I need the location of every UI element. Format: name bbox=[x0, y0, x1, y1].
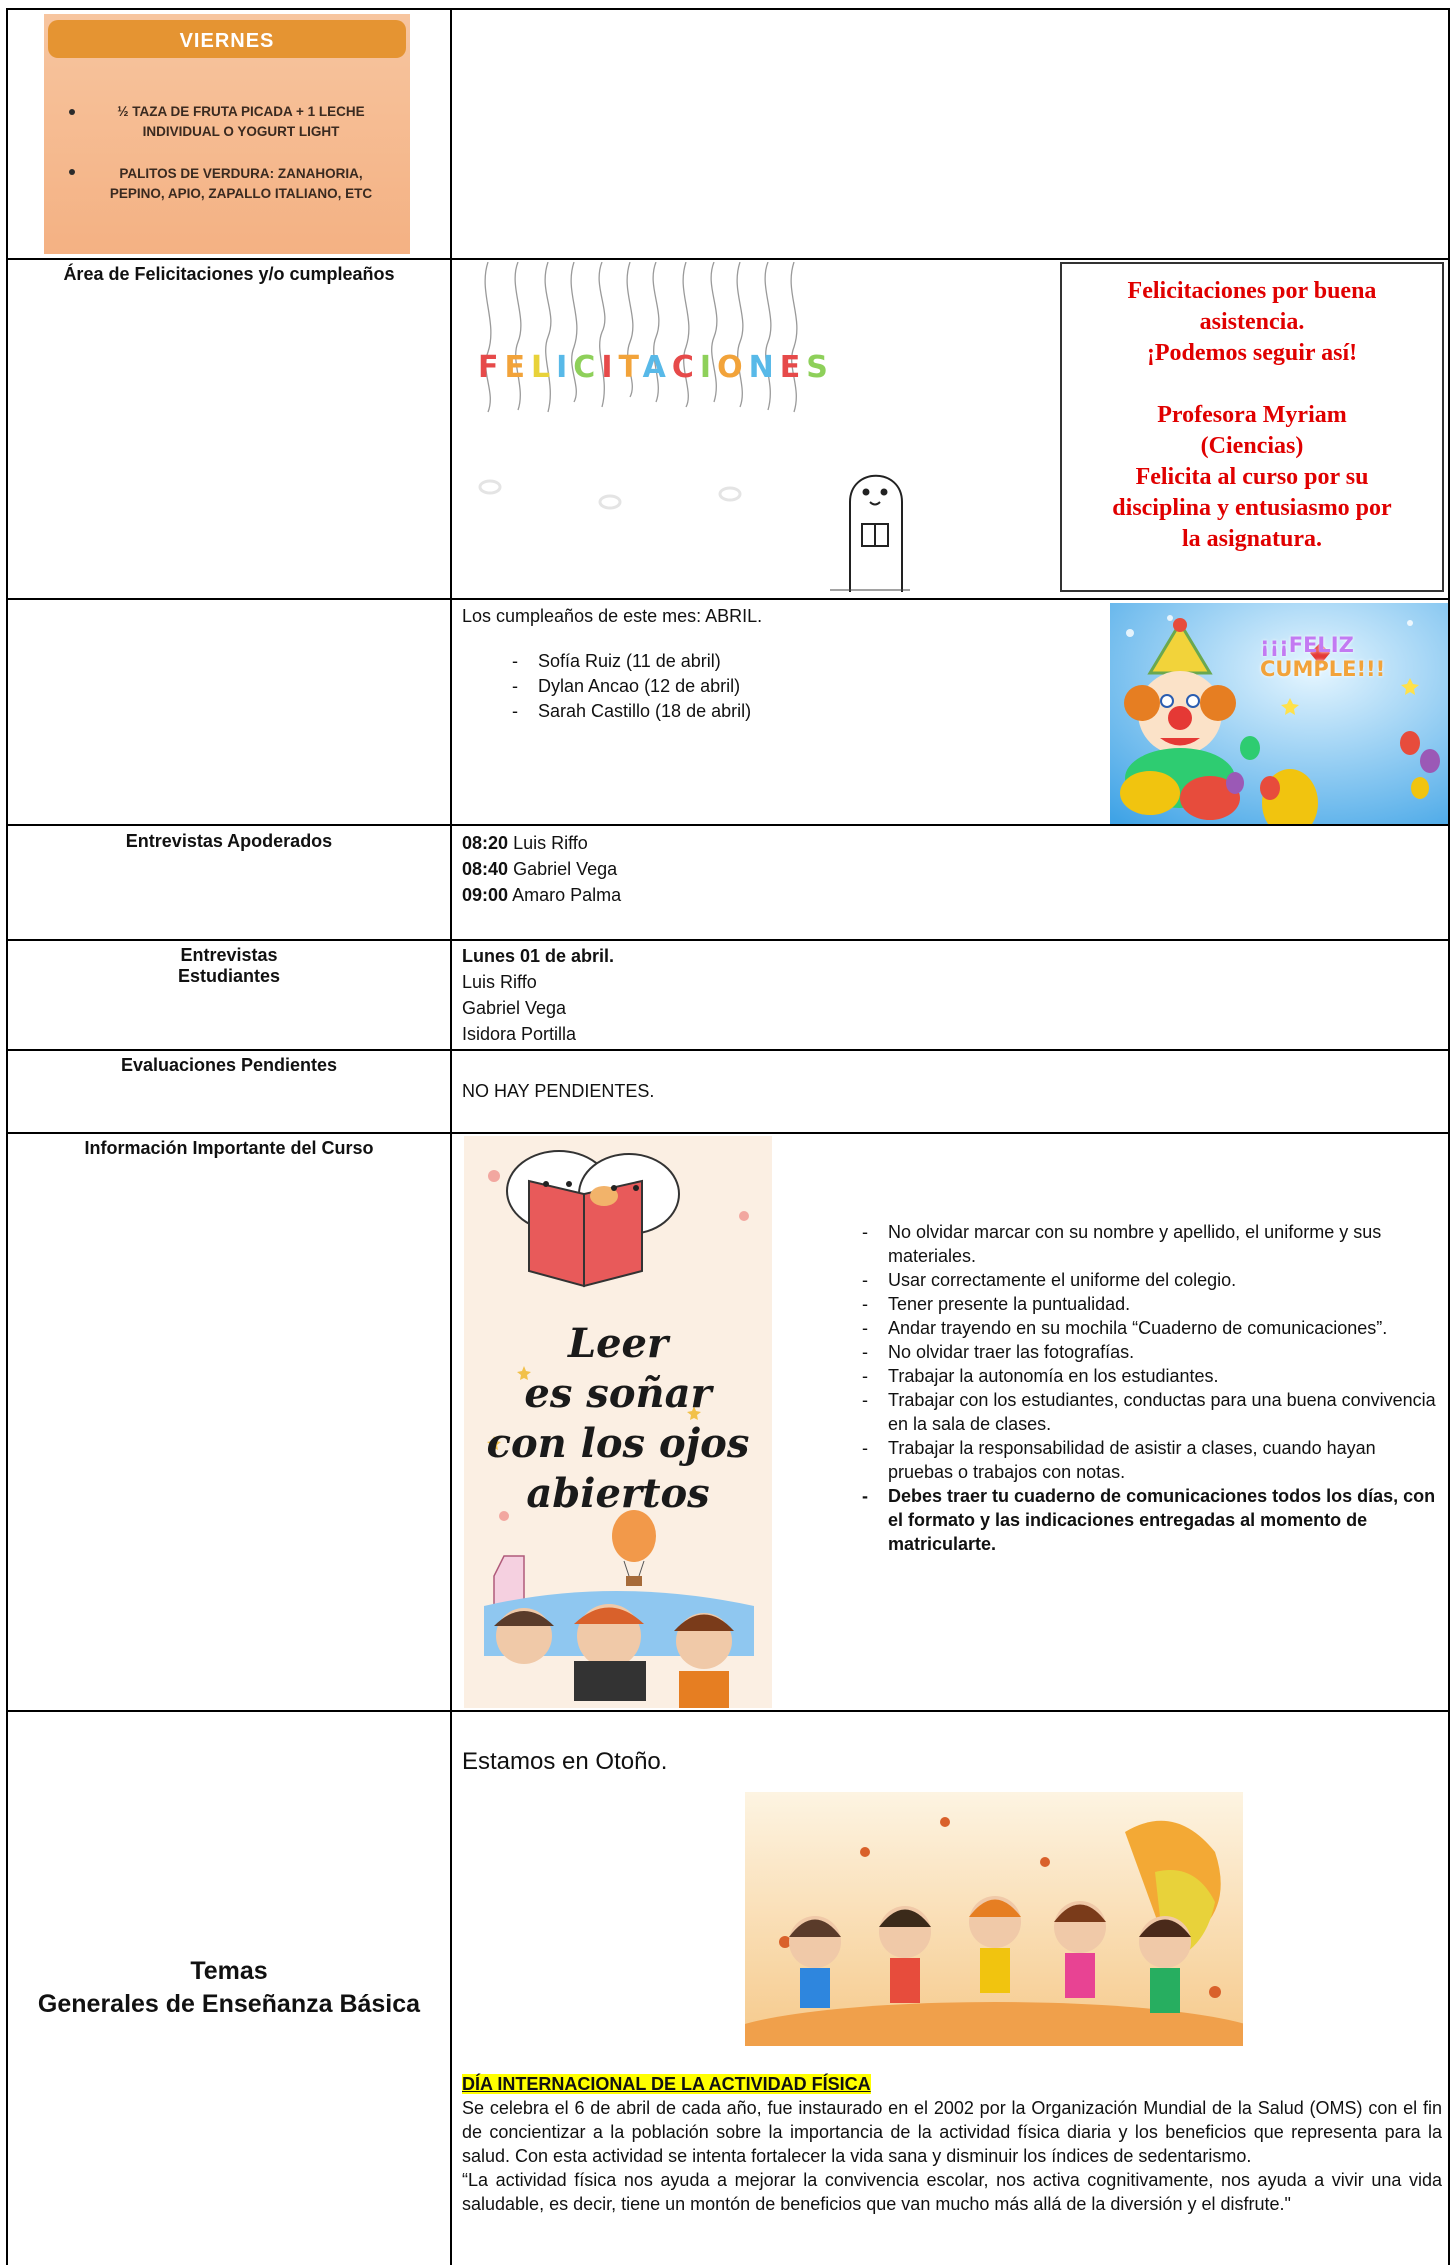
activity-paragraph: Se celebra el 6 de abril de cada año, fue instaurado en el 2002 por la Organización Mundial de la Salud (OMS) con el fin de concientizar a la población sobre la importancia de la actividad física diaria y los beneficios que representa para la salud. Con esta actividad se intenta fortalecer la vida sana y disminuir los índices de sedentarismo. bbox=[462, 2098, 1442, 2166]
activity-article bbox=[462, 2072, 1442, 2216]
pending-label: Evaluaciones Pendientes bbox=[120, 1055, 338, 1075]
felicitaciones-letters bbox=[478, 350, 834, 385]
info-item: - Usar correctamente el uniforme del colegio. bbox=[862, 1268, 1442, 1292]
poster-text: Leer es soñar con los ojos abiertos bbox=[486, 1320, 750, 1517]
reading-poster bbox=[464, 1136, 772, 1708]
info-item: - Trabajar la responsabilidad de asistir a clases, cuando hayan pruebas o trabajos con notas. bbox=[862, 1436, 1442, 1484]
course-info-label: Información Importante del Curso bbox=[84, 1138, 374, 1158]
info-item: - No olvidar marcar con su nombre y apellido, el uniforme y sus materiales. bbox=[862, 1220, 1442, 1268]
parent-interviews-list bbox=[462, 830, 1262, 908]
birthday-item: - Sarah Castillo (18 de abril) bbox=[512, 699, 1062, 724]
student-name: Gabriel Vega bbox=[462, 998, 567, 1018]
row-divider bbox=[6, 1710, 1450, 1712]
birthday-item: - Sofía Ruiz (11 de abril) bbox=[512, 649, 1062, 674]
birthday-item: - Dylan Ancao (12 de abril) bbox=[512, 674, 1062, 699]
congrats-message-box bbox=[1060, 262, 1444, 592]
birthday-card-image bbox=[1110, 603, 1448, 824]
banner-letter: I bbox=[601, 350, 619, 385]
banner-letter: A bbox=[642, 350, 672, 385]
row-divider bbox=[6, 1132, 1450, 1134]
banner-letter: N bbox=[748, 350, 780, 385]
student-interviews-list bbox=[462, 943, 1262, 1047]
banner-letter: C bbox=[671, 350, 700, 385]
banner-letter: T bbox=[618, 350, 643, 385]
autumn-kids-image bbox=[745, 1792, 1243, 2046]
birthday-card-text: ¡¡¡FELIZ CUMPLE!!! bbox=[1260, 633, 1386, 681]
general-topics-label: Temas Generales de Enseñanza Básica bbox=[37, 1957, 421, 2018]
row-divider bbox=[6, 258, 1450, 260]
menu-card bbox=[44, 14, 410, 254]
menu-day-title: VIERNES bbox=[179, 30, 275, 52]
pending-value: NO HAY PENDIENTES. bbox=[462, 1081, 655, 1101]
banner-letter: C bbox=[573, 350, 602, 385]
row-divider bbox=[6, 1049, 1450, 1051]
activity-quote: “La actividad física nos ayuda a mejorar la convivencia escolar, nos activa cognitivamente, nos ayuda a vivir una vida saludable, es decir, tiene un montón de beneficios que van mucho más allá de la diversión y el disfrute." bbox=[462, 2170, 1442, 2214]
banner-letter: E bbox=[779, 350, 807, 385]
felicitaciones-banner bbox=[470, 262, 910, 592]
parent-interviews-label: Entrevistas Apoderados bbox=[125, 831, 333, 851]
cartoon-reading-character bbox=[850, 476, 902, 592]
congrats-label: Área de Felicitaciones y/o cumpleaños bbox=[63, 264, 395, 284]
interview-entry: 08:20 Luis Riffo bbox=[462, 833, 588, 853]
banner-letter: I bbox=[699, 350, 718, 385]
menu-item: ½ TAZA DE FRUTA PICADA + 1 LECHE INDIVIDUAL O YOGURT LIGHT bbox=[117, 104, 365, 139]
student-interviews-label: Entrevistas Estudiantes bbox=[177, 945, 281, 986]
birthdays-section bbox=[462, 603, 1062, 724]
banner-letter: S bbox=[806, 350, 834, 385]
student-interview-date: Lunes 01 de abril. bbox=[462, 946, 615, 966]
banner-letter: O bbox=[717, 350, 749, 385]
info-item: - Trabajar la autonomía en los estudiantes. bbox=[862, 1364, 1442, 1388]
student-name: Isidora Portilla bbox=[462, 1024, 577, 1044]
banner-letter: F bbox=[478, 350, 505, 385]
menu-item: PALITOS DE VERDURA: ZANAHORIA, PEPINO, APIO, ZAPALLO ITALIANO, ETC bbox=[109, 166, 373, 201]
congrats-message: Felicitaciones por buena asistencia. ¡Podemos seguir así! Profesora Myriam (Ciencias) Felicita al curso por su disciplina y entusiasmo por la asignatura. bbox=[1112, 278, 1392, 552]
interview-entry: 08:40 Gabriel Vega bbox=[462, 859, 618, 879]
activity-heading: DÍA INTERNACIONAL DE LA ACTIVIDAD FÍSICA bbox=[462, 2074, 871, 2094]
table-column-divider bbox=[450, 8, 452, 2265]
banner-letter: E bbox=[504, 350, 531, 385]
info-item: - Trabajar con los estudiantes, conductas para una buena convivencia en la sala de clases. bbox=[862, 1388, 1442, 1436]
table-border-left bbox=[6, 8, 8, 2265]
banner-letter: L bbox=[531, 350, 557, 385]
row-divider bbox=[6, 598, 1450, 600]
birthdays-intro: Los cumpleaños de este mes: ABRIL. bbox=[462, 606, 763, 626]
table-border-top bbox=[6, 8, 1450, 10]
row-divider bbox=[6, 824, 1450, 826]
interview-entry: 09:00 Amaro Palma bbox=[462, 885, 622, 905]
birthday-list bbox=[512, 649, 1062, 724]
info-item: - No olvidar traer las fotografías. bbox=[862, 1340, 1442, 1364]
banner-letter: I bbox=[556, 350, 574, 385]
autumn-children-graphic bbox=[745, 1792, 1243, 2046]
felicitaciones-garland-graphic bbox=[470, 262, 910, 592]
info-item: - Tener presente la puntualidad. bbox=[862, 1292, 1442, 1316]
course-info-list bbox=[862, 1220, 1442, 1556]
info-item-bold: - Debes traer tu cuaderno de comunicaciones todos los días, con el formato y las indicaciones entregadas al momento de matricularte. bbox=[862, 1484, 1442, 1556]
info-item: - Andar trayendo en su mochila “Cuaderno de comunicaciones”. bbox=[862, 1316, 1442, 1340]
row-divider bbox=[6, 939, 1450, 941]
season-text: Estamos en Otoño. bbox=[462, 1748, 668, 1775]
table-border-right bbox=[1448, 8, 1450, 2265]
student-name: Luis Riffo bbox=[462, 972, 537, 992]
